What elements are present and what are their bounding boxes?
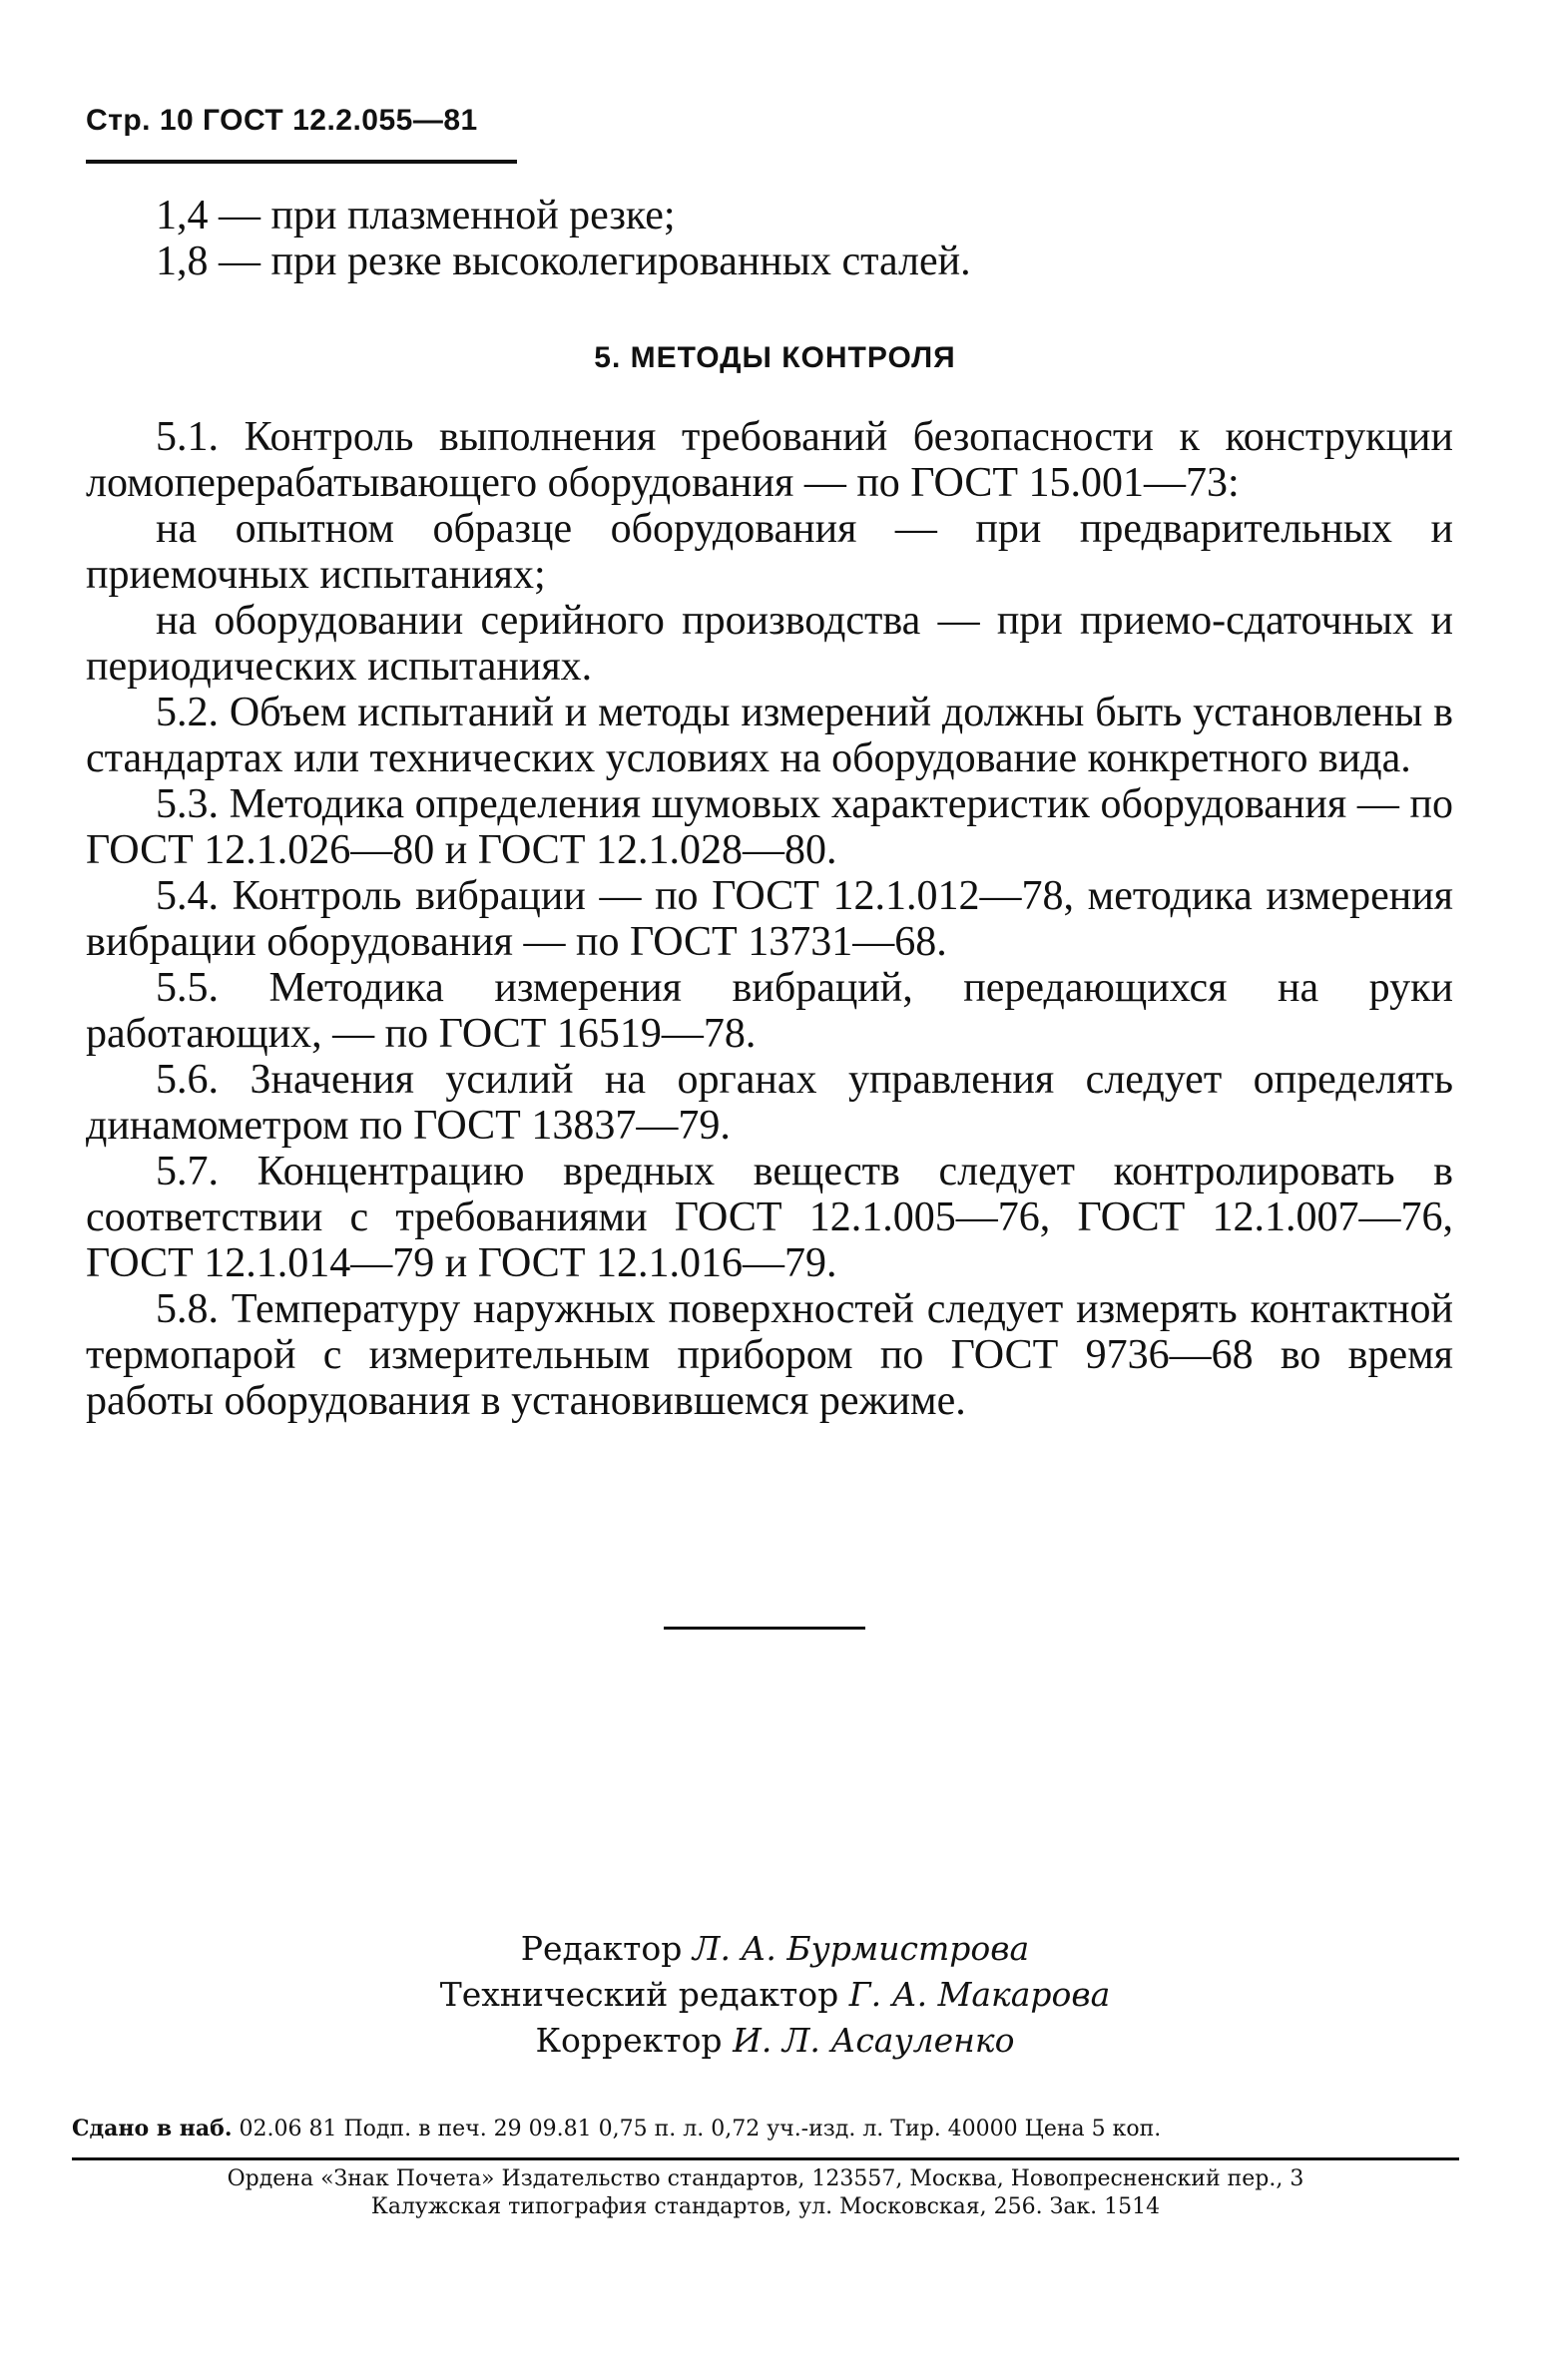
tech-editor-name: Г. А. Макарова — [848, 1975, 1111, 2014]
imprint-rule — [72, 2157, 1459, 2160]
credits — [0, 1926, 1550, 2064]
paragraph-5-5: 5.5. Методика измерения вибраций, передающихся на руки работающих, — по ГОСТ 16519—78. — [86, 965, 1453, 1057]
paragraph-5-8: 5.8. Температуру наружных поверхностей следует измерять контактной термопарой с измерительным прибором по ГОСТ 9736—68 во время работы оборудования в установившемся режиме. — [86, 1286, 1453, 1424]
paragraph-5-1-a: на опытном образце оборудования — при предварительных и приемочных испытаниях; — [86, 506, 1453, 598]
page-header: Стр. 10 ГОСТ 12.2.055—81 — [86, 104, 478, 137]
editor-line — [0, 1926, 1550, 1972]
publisher-line-1: Ордена «Знак Почета» Издательство стандартов, 123557, Москва, Новопресненский пер., 3 — [227, 2166, 1304, 2191]
imprint-details: 02.06 81 Подп. в печ. 29 09.81 0,75 п. л. 0,72 уч.-изд. л. Тир. 40000 Цена 5 коп. — [232, 2117, 1162, 2142]
section-body — [86, 414, 1453, 1424]
end-rule — [664, 1627, 865, 1630]
intro-line: 1,4 — при плазменной резке; — [156, 193, 676, 238]
editor-role: Редактор — [520, 1929, 683, 1968]
proofreader-name: И. Л. Асауленко — [733, 2021, 1015, 2060]
header-rule — [86, 160, 517, 164]
paragraph-5-2: 5.2. Объем испытаний и методы измерений должны быть установлены в стандартах или технических условиях на оборудование конкретного вида. — [86, 690, 1453, 781]
publisher-line-2: Калужская типография стандартов, ул. Московская, 256. Зак. 1514 — [370, 2194, 1161, 2219]
proofreader-line — [0, 2018, 1550, 2064]
intro-list — [156, 193, 1453, 284]
tech-editor-role: Технический редактор — [439, 1975, 839, 2014]
section-heading: 5. МЕТОДЫ КОНТРОЛЯ — [594, 341, 956, 374]
paragraph-5-1: 5.1. Контроль выполнения требований безопасности к конструкции ломоперерабатывающего оборудования — по ГОСТ 15.001—73: — [86, 414, 1453, 506]
paragraph-5-3: 5.3. Методика определения шумовых характеристик оборудования — по ГОСТ 12.1.026—80 и ГОСТ 12.1.028—80. — [86, 781, 1453, 873]
editor-name: Л. А. Бурмистрова — [692, 1929, 1030, 1968]
paragraph-5-6: 5.6. Значения усилий на органах управления следует определять динамометром по ГОСТ 13837—79. — [86, 1057, 1453, 1149]
paragraph-5-4: 5.4. Контроль вибрации — по ГОСТ 12.1.012—78, методика измерения вибрации оборудования — по ГОСТ 13731—68. — [86, 873, 1453, 965]
paragraph-5-1-b: на оборудовании серийного производства — при приемо-сдаточных и периодических испытаниях. — [86, 598, 1453, 690]
imprint-submitted-label: Сдано в наб. — [72, 2116, 233, 2142]
tech-editor-line — [0, 1972, 1550, 2018]
intro-line: 1,8 — при резке высоколегированных сталей. — [156, 238, 971, 284]
imprint-line — [72, 2114, 1459, 2144]
paragraph-5-7: 5.7. Концентрацию вредных веществ следует контролировать в соответствии с требованиями ГОСТ 12.1.005—76, ГОСТ 12.1.007—76, ГОСТ 12.1.014—79 и ГОСТ 12.1.016—79. — [86, 1149, 1453, 1286]
publisher-info — [72, 2165, 1459, 2221]
proofreader-role: Корректор — [535, 2021, 723, 2060]
